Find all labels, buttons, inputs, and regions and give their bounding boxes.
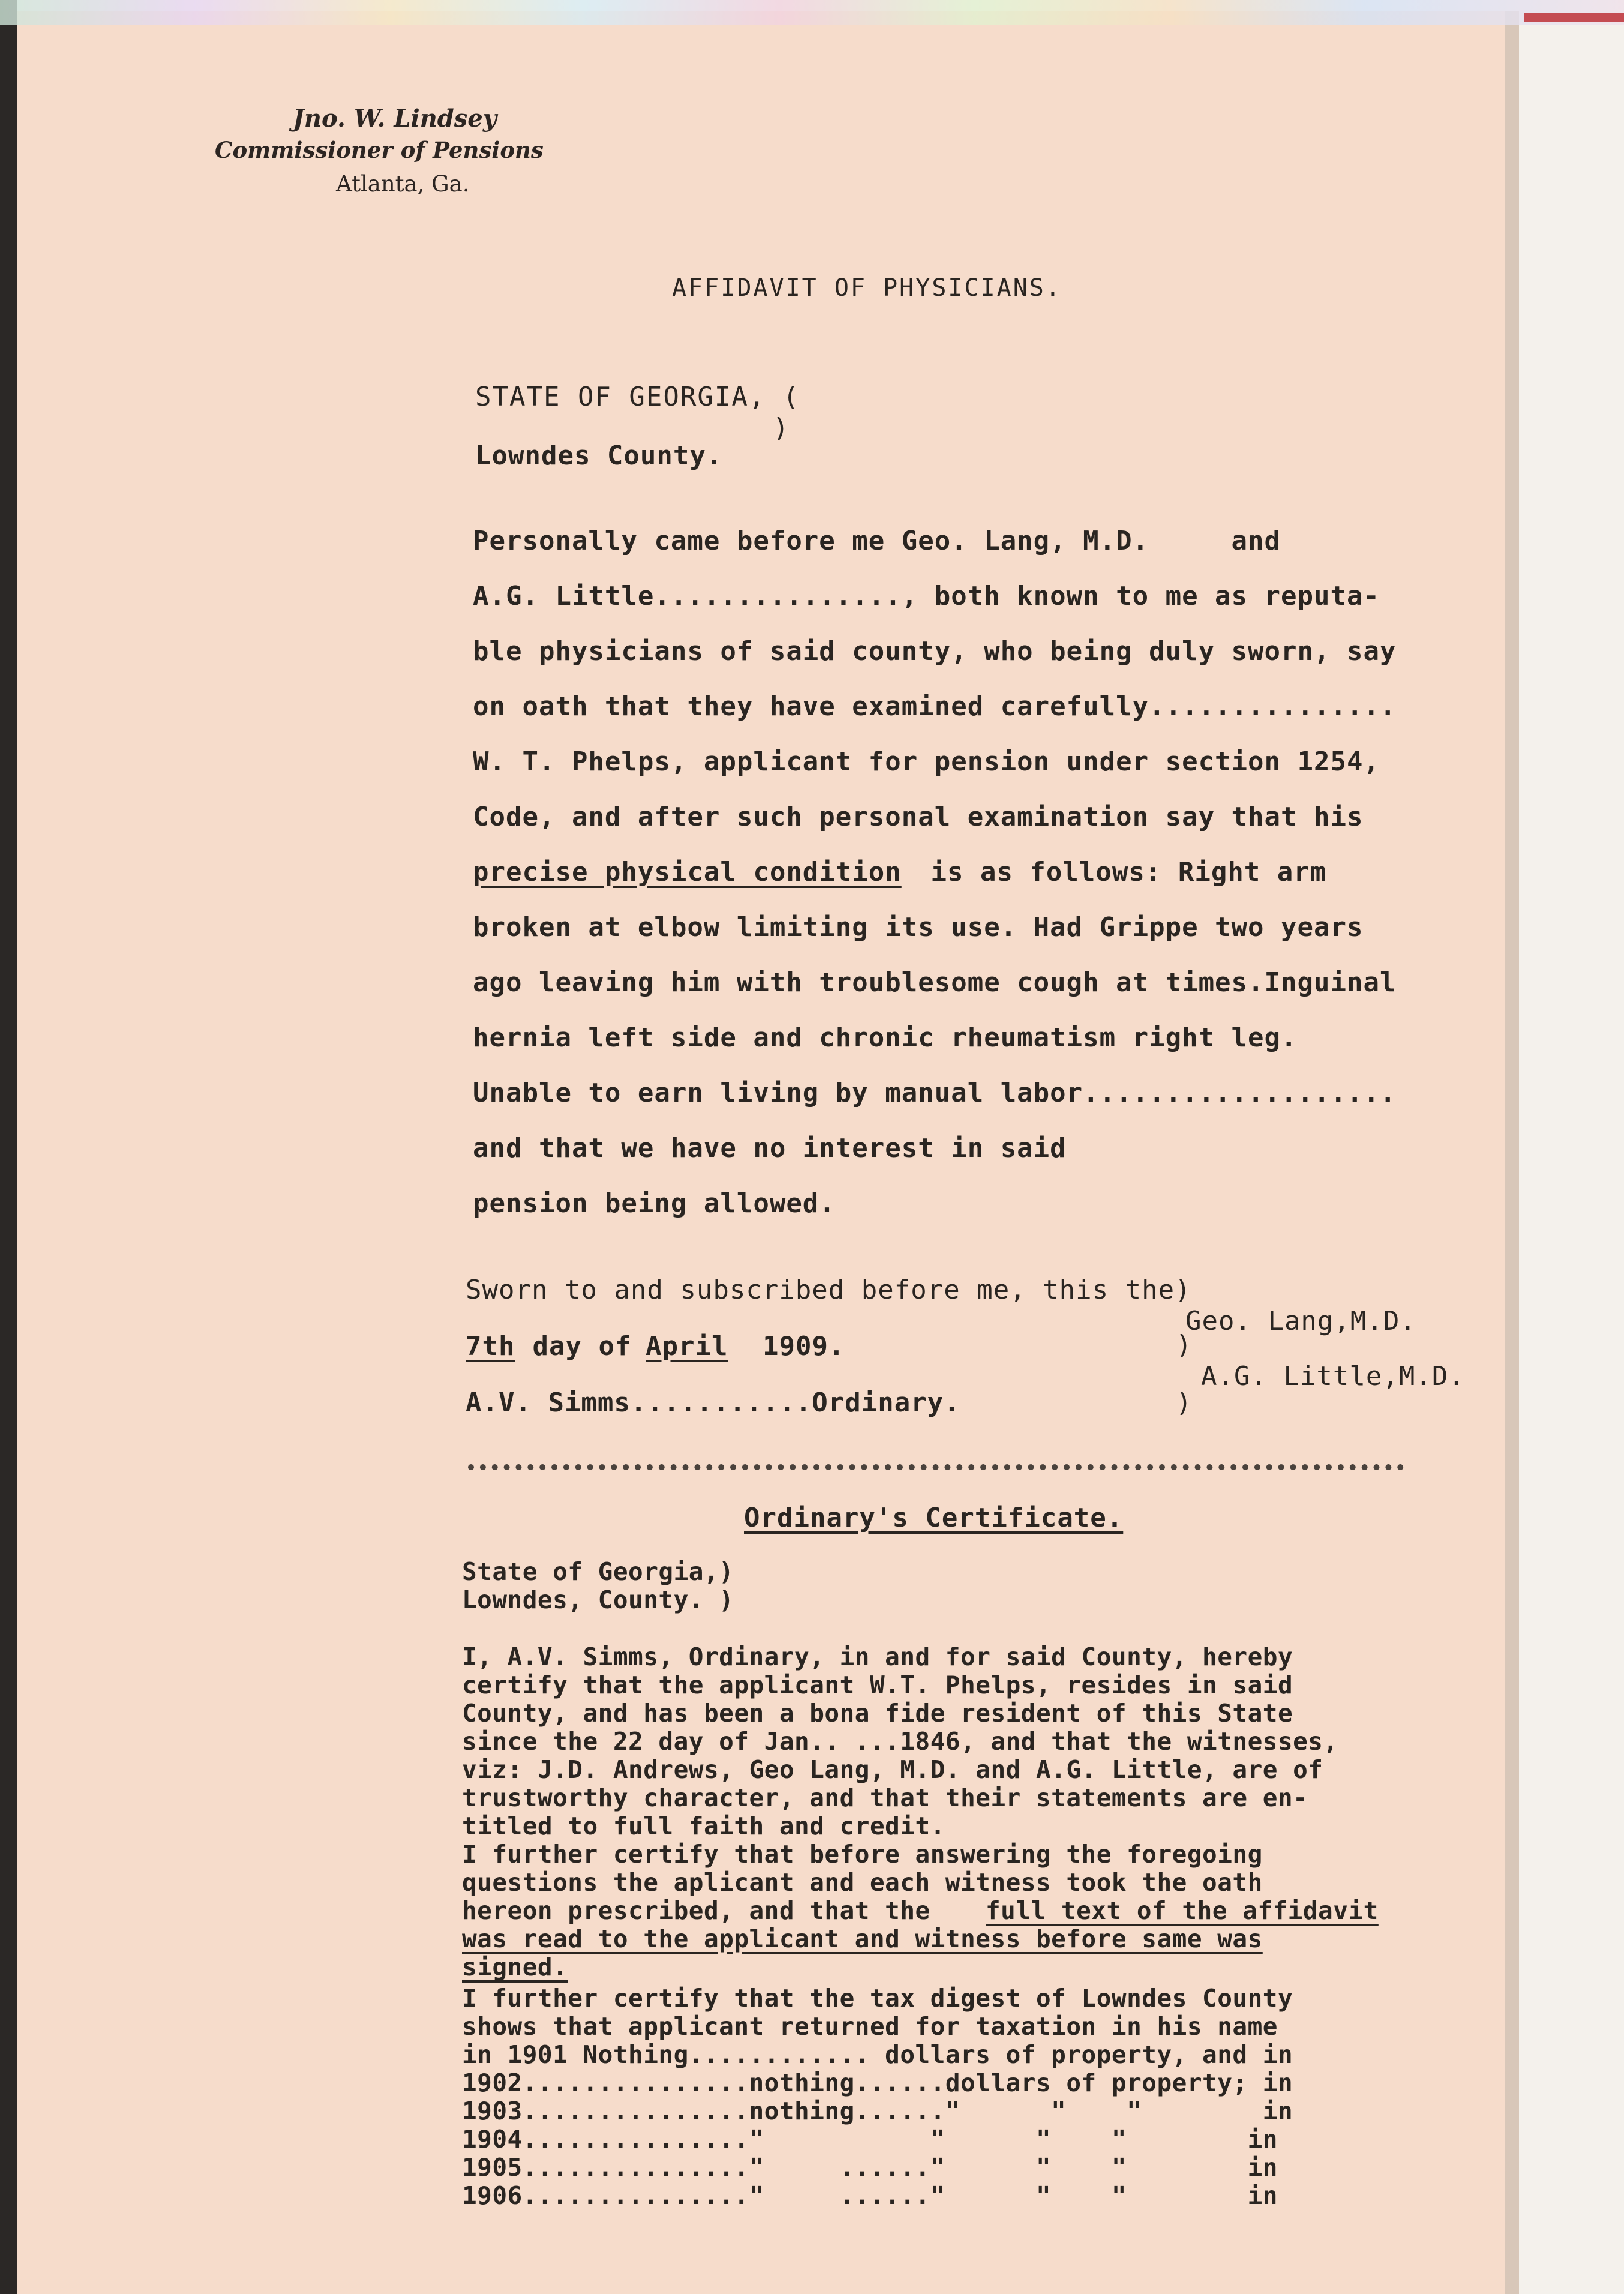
certificate-para1-line-4: since the 22 day of Jan.. ...1846, and that the witnesses, [462, 1727, 1338, 1756]
certificate-para2-line-1: I further certify that before answering the foregoing [462, 1840, 1263, 1869]
certificate-para1-line-1: I, A.V. Simms, Ordinary, in and for said County, hereby [462, 1642, 1293, 1671]
certificate-para1-line-6: trustworthy character, and that their statements are en- [462, 1783, 1308, 1812]
certificate-venue-state: State of Georgia,) [462, 1557, 734, 1586]
jurat-day-of: day of [516, 1331, 648, 1362]
tax-line-1904: 1904..............." " " " in [462, 2125, 1278, 2154]
tax-line-1902: 1902...............nothing......dollars of property; in [462, 2068, 1293, 2097]
document-title: AFFIDAVIT OF PHYSICIANS. [672, 274, 1062, 302]
page-shadow [1505, 11, 1519, 2294]
venue-state: STATE OF GEORGIA, ( [475, 382, 800, 412]
affidavit-line-2: A.G. Little..............., both known to me as reputa- [473, 581, 1380, 611]
affidavit-line-10: hernia left side and chronic rheumatism right leg. [473, 1022, 1298, 1053]
certificate-para2-line-4: was read to the applicant and witness before same was [462, 1924, 1263, 1953]
venue-paren: ) [773, 413, 790, 443]
jurat-paren-2: ) [1176, 1387, 1193, 1418]
jurat-year: 1909. [730, 1331, 845, 1362]
certificate-para2-line-3: hereon prescribed, and that the [462, 1896, 945, 1925]
certificate-para2-line-2: questions the aplicant and each witness took the oath [462, 1868, 1263, 1897]
venue-county: Lowndes County. [475, 440, 723, 471]
jurat-paren-1: ) [1176, 1330, 1193, 1360]
affidavit-line-5: W. T. Phelps, applicant for pension under section 1254, [473, 746, 1380, 777]
certificate-para1-line-5: viz: J.D. Andrews, Geo Lang, M.D. and A.G. Little, are of [462, 1755, 1323, 1784]
jurat-sworn: Sworn to and subscribed before me, this the) [466, 1275, 1191, 1305]
affidavit-line-3: ble physicians of said county, who being duly sworn, say [473, 636, 1397, 667]
certificate-para3-line-1: I further certify that the tax digest of Lowndes County [462, 1984, 1293, 2013]
affidavit-line-4: on oath that they have examined carefully............... [473, 691, 1397, 722]
certificate-venue-county: Lowndes, County. ) [462, 1585, 734, 1614]
certificate-para3-line-2: shows that applicant returned for taxation in his name [462, 2012, 1278, 2041]
jurat-month: April [646, 1331, 728, 1362]
certificate-heading: Ordinary's Certificate. [744, 1503, 1124, 1533]
certificate-para1-line-3: County, and has been a bona fide resident of this State [462, 1699, 1293, 1728]
affidavit-line-8: broken at elbow limiting its use. Had Grippe two years [473, 912, 1364, 943]
tax-line-1906: 1906..............." ......" " " in [462, 2181, 1278, 2210]
affidavit-line-9: ago leaving him with troublesome cough at times.Inguinal [473, 967, 1397, 998]
affidavit-line-13: pension being allowed. [473, 1188, 836, 1219]
affidavit-underlined-phrase: precise physical condition [473, 857, 902, 887]
signature-geo-lang: Geo. Lang,M.D. [1185, 1306, 1416, 1336]
letterhead-name: Jno. W. Lindsey [293, 104, 497, 133]
dotted-separator [468, 1464, 1404, 1474]
letterhead-city: Atlanta, Ga. [336, 171, 470, 197]
scan-left-edge [0, 0, 17, 2294]
signature-ag-little: A.G. Little,M.D. [1201, 1361, 1465, 1392]
tax-line-1905: 1905..............." ......" " " in [462, 2153, 1278, 2182]
scan-top-strip [0, 0, 1624, 25]
tax-line-1901: in 1901 Nothing............ dollars of property, and in [462, 2040, 1293, 2069]
certificate-para2-underlined: full text of the affidavit [986, 1896, 1379, 1925]
tax-line-1903: 1903...............nothing......" " " in [462, 2097, 1293, 2125]
affidavit-line-11: Unable to earn living by manual labor................... [473, 1078, 1397, 1108]
scan-color-marker [1524, 13, 1624, 22]
letterhead-office: Commissioner of Pensions [215, 137, 544, 163]
certificate-para1-line-2: certify that the applicant W.T. Phelps, resides in said [462, 1671, 1293, 1699]
jurat-day: 7th [466, 1331, 515, 1362]
jurat-ordinary: A.V. Simms...........Ordinary. [466, 1387, 960, 1418]
certificate-para1-line-7: titled to full faith and credit. [462, 1812, 945, 1840]
affidavit-line-12: and that we have no interest in said [473, 1133, 1067, 1164]
affidavit-line-7: is as follows: Right arm [914, 857, 1327, 887]
certificate-para2-line-5: signed. [462, 1953, 568, 1981]
affidavit-line-1: Personally came before me Geo. Lang, M.D. and [473, 526, 1281, 556]
affidavit-line-6: Code, and after such personal examination say that his [473, 802, 1364, 832]
